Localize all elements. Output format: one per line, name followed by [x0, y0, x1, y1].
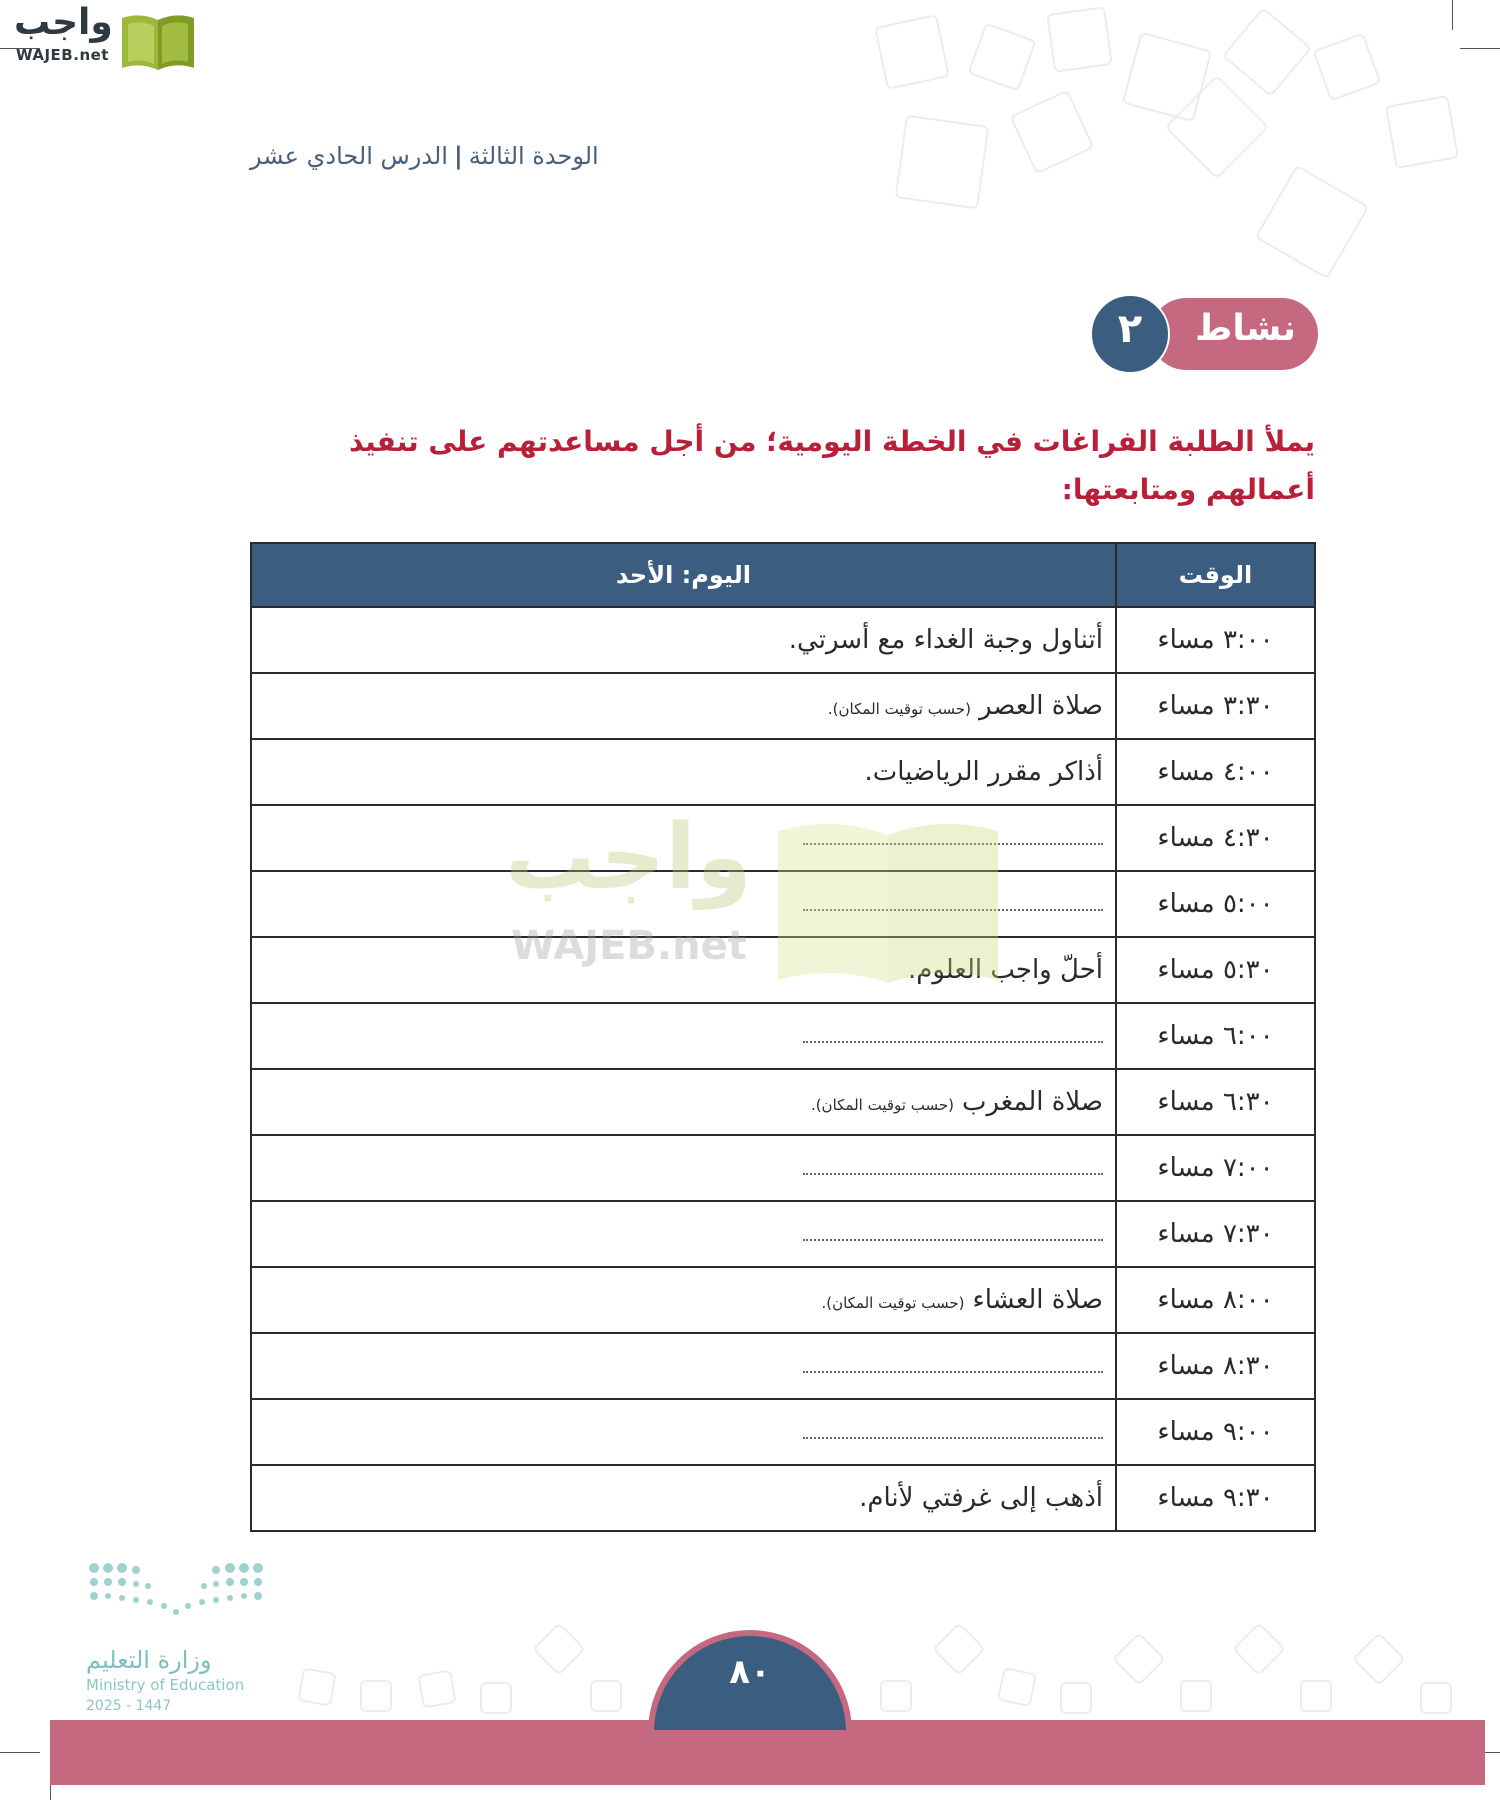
- table-row: [251, 805, 1315, 871]
- fill-in-blank[interactable]: [803, 1031, 1103, 1043]
- table-row: [251, 739, 1315, 805]
- ministry-english: Ministry of Education: [86, 1676, 245, 1694]
- book-icon: [118, 10, 198, 72]
- ministry-logo: [86, 1560, 276, 1720]
- ministry-arabic: وزارة التعليم: [86, 1646, 212, 1674]
- time-cell: ٧:٣٠ مساء: [1116, 1201, 1315, 1267]
- time-cell: ٤:٣٠ مساء: [1116, 805, 1315, 871]
- activity-cell: [251, 739, 1116, 805]
- fill-in-blank[interactable]: [803, 1361, 1103, 1373]
- activity-badge: [1090, 294, 1318, 374]
- activity-note: (حسب توقيت المكان).: [827, 700, 971, 718]
- activity-text: أتناول وجبة الغداء مع أسرتي.: [788, 625, 1103, 655]
- activity-text: صلاة المغرب: [961, 1087, 1103, 1117]
- table-row: [251, 937, 1315, 1003]
- activity-cell: [251, 1069, 1116, 1135]
- activity-cell[interactable]: [251, 871, 1116, 937]
- table-row: [251, 1135, 1315, 1201]
- activity-cell: [251, 673, 1116, 739]
- activity-cell[interactable]: [251, 1003, 1116, 1069]
- table-row: [251, 1069, 1315, 1135]
- time-cell: ٧:٠٠ مساء: [1116, 1135, 1315, 1201]
- time-cell: ٣:٣٠ مساء: [1116, 673, 1315, 739]
- header-day: اليوم: الأحد: [251, 543, 1116, 607]
- time-cell: ٨:٣٠ مساء: [1116, 1333, 1315, 1399]
- activity-text: أحلّ واجب العلوم.: [908, 955, 1103, 985]
- activity-cell: [251, 937, 1116, 1003]
- time-cell: ٦:٣٠ مساء: [1116, 1069, 1315, 1135]
- activity-number: ٢: [1117, 306, 1143, 352]
- table-row: [251, 871, 1315, 937]
- time-cell: ٣:٠٠ مساء: [1116, 607, 1315, 673]
- fill-in-blank[interactable]: [803, 833, 1103, 845]
- logo-arabic: واجب: [14, 2, 113, 43]
- page-number-tab: [648, 1630, 852, 1730]
- time-cell: ٦:٠٠ مساء: [1116, 1003, 1315, 1069]
- activity-cell[interactable]: [251, 805, 1116, 871]
- table-row: [251, 1003, 1315, 1069]
- time-cell: ٥:٣٠ مساء: [1116, 937, 1315, 1003]
- fill-in-blank[interactable]: [803, 899, 1103, 911]
- activity-cell[interactable]: [251, 1333, 1116, 1399]
- time-cell: ٩:٠٠ مساء: [1116, 1399, 1315, 1465]
- activity-cell[interactable]: [251, 1201, 1116, 1267]
- activity-note: (حسب توقيت المكان).: [821, 1294, 965, 1312]
- wajeb-logo[interactable]: [10, 2, 190, 68]
- activity-text: صلاة العشاء: [972, 1285, 1103, 1315]
- instruction-text: يملأ الطلبة الفراغات في الخطة اليومية؛ من أجل مساعدتهم على تنفيذ أعمالهم ومتابعتها:: [348, 425, 1315, 506]
- watermark-arabic: واجب: [505, 805, 752, 910]
- activity-text: أذاكر مقرر الرياضيات.: [864, 757, 1103, 787]
- unit-title: الوحدة الثالثة: [468, 142, 599, 170]
- page-number: ٨٠: [729, 1652, 771, 1692]
- activity-note: (حسب توقيت المكان).: [810, 1096, 954, 1114]
- time-cell: ٩:٣٠ مساء: [1116, 1465, 1315, 1531]
- breadcrumb: الوحدة الثالثة|الدرس الحادي عشر: [250, 142, 599, 170]
- logo-latin: WAJEB.net: [16, 46, 109, 64]
- header-time: الوقت: [1116, 543, 1315, 607]
- table-row: [251, 607, 1315, 673]
- time-cell: ٥:٠٠ مساء: [1116, 871, 1315, 937]
- activity-cell: [251, 1465, 1116, 1531]
- time-cell: ٤:٠٠ مساء: [1116, 739, 1315, 805]
- table-row: [251, 1465, 1315, 1531]
- table-header-row: [251, 543, 1315, 607]
- table-row: [251, 1201, 1315, 1267]
- ministry-emblem-icon: [86, 1560, 266, 1620]
- activity-label: نشاط: [1194, 308, 1296, 349]
- crop-mark: [1452, 0, 1453, 30]
- crop-mark: [0, 1752, 40, 1753]
- activity-text: صلاة العصر: [978, 691, 1103, 721]
- ministry-year: 2025 - 1447: [86, 1698, 172, 1714]
- lesson-title: الدرس الحادي عشر: [250, 142, 448, 170]
- table-row: [251, 1267, 1315, 1333]
- time-cell: ٨:٠٠ مساء: [1116, 1267, 1315, 1333]
- watermark-latin: WAJEB.net: [511, 923, 747, 969]
- table-row: [251, 1333, 1315, 1399]
- activity-cell[interactable]: [251, 1399, 1116, 1465]
- activity-cell: [251, 607, 1116, 673]
- table-row: [251, 673, 1315, 739]
- daily-schedule-table: [250, 542, 1316, 1532]
- fill-in-blank[interactable]: [803, 1163, 1103, 1175]
- fill-in-blank[interactable]: [803, 1427, 1103, 1439]
- activity-text: أذهب إلى غرفتي لأنام.: [859, 1483, 1103, 1513]
- crop-mark: [1460, 48, 1500, 49]
- activity-cell[interactable]: [251, 1135, 1116, 1201]
- activity-cell: [251, 1267, 1116, 1333]
- fill-in-blank[interactable]: [803, 1229, 1103, 1241]
- table-row: [251, 1399, 1315, 1465]
